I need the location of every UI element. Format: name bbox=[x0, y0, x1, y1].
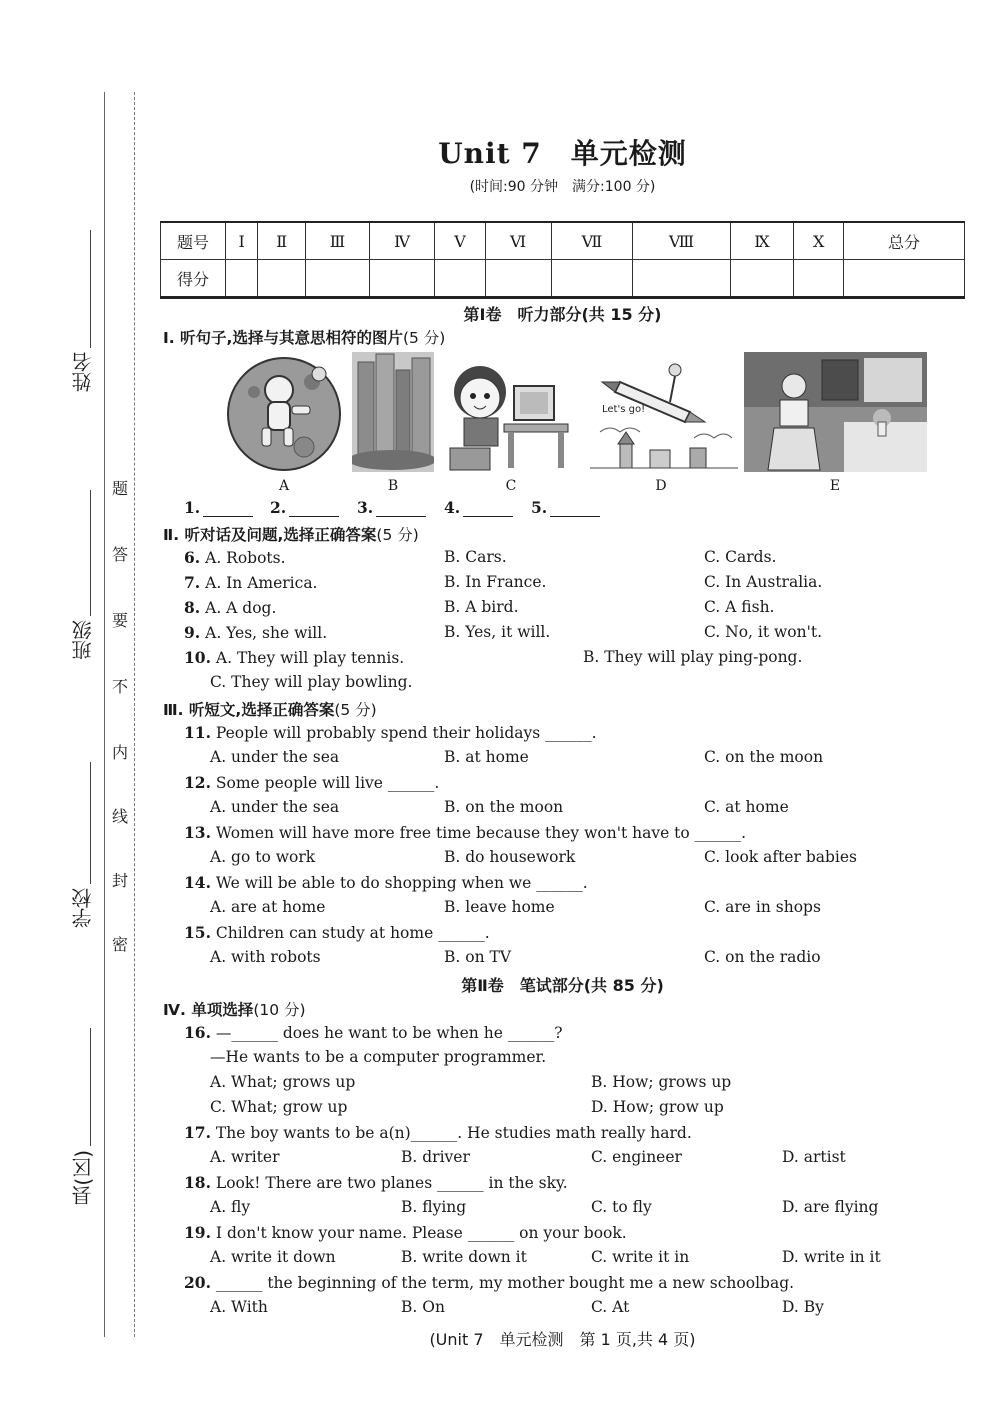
score-cell[interactable] bbox=[369, 260, 435, 298]
option-b[interactable]: B. On bbox=[401, 1298, 445, 1316]
answer-blank[interactable] bbox=[550, 516, 600, 517]
option-c[interactable]: C. engineer bbox=[591, 1148, 682, 1166]
score-cell[interactable] bbox=[844, 260, 965, 298]
score-cell[interactable] bbox=[435, 260, 485, 298]
county-field[interactable] bbox=[90, 1028, 91, 1146]
table-cell: 总分 bbox=[844, 222, 965, 260]
score-cell[interactable] bbox=[226, 260, 258, 298]
option-b[interactable]: B. at home bbox=[444, 748, 529, 766]
question-15: 15. Children can study at home ______. bbox=[184, 923, 490, 942]
option-d[interactable]: D. write in it bbox=[782, 1248, 881, 1266]
score-cell[interactable] bbox=[794, 260, 844, 298]
question-20: 20. ______ the beginning of the term, my mother bought me a new schoolbag. bbox=[184, 1273, 795, 1292]
question-16-reply: —He wants to be a computer programmer. bbox=[210, 1048, 547, 1066]
option-a[interactable]: A. under the sea bbox=[210, 748, 340, 766]
picture-c-girl-computer bbox=[442, 352, 577, 472]
option-b[interactable]: B. How; grows up bbox=[591, 1073, 732, 1091]
option-d[interactable]: D. How; grow up bbox=[591, 1098, 724, 1116]
seal-char: 密 bbox=[111, 935, 128, 954]
picture-b-buildings bbox=[352, 352, 434, 472]
answer-number: 2. bbox=[270, 498, 287, 517]
option-c[interactable]: C. In Australia. bbox=[704, 573, 823, 591]
volume2-title: 第Ⅱ卷 笔试部分(共 85 分) bbox=[461, 976, 664, 995]
question-18: 18. Look! There are two planes ______ in the sky. bbox=[184, 1173, 568, 1192]
score-cell[interactable] bbox=[551, 260, 633, 298]
county-label: 县(区) bbox=[71, 1150, 95, 1206]
table-cell: Ⅸ bbox=[730, 222, 794, 260]
score-cell[interactable] bbox=[258, 260, 306, 298]
seal-char: 线 bbox=[111, 807, 128, 826]
option-b[interactable]: B. Yes, it will. bbox=[444, 623, 551, 641]
part4-heading: Ⅳ. 单项选择(10 分) bbox=[163, 1001, 306, 1019]
picture-label: B bbox=[387, 478, 399, 494]
binding-line bbox=[104, 92, 105, 1337]
option-a[interactable]: A. What; grows up bbox=[210, 1073, 356, 1091]
option-a[interactable]: A. with robots bbox=[210, 948, 321, 966]
option-a[interactable]: A. With bbox=[210, 1298, 268, 1316]
table-cell: Ⅴ bbox=[435, 222, 485, 260]
picture-d-rocket bbox=[590, 352, 738, 472]
question-10: 10. A. They will play tennis. bbox=[184, 648, 405, 667]
seal-char: 题 bbox=[111, 479, 128, 498]
volume1-title: 第Ⅰ卷 听力部分(共 15 分) bbox=[463, 305, 662, 324]
table-cell: Ⅲ bbox=[306, 222, 370, 260]
question-12: 12. Some people will live ______. bbox=[184, 773, 440, 792]
class-label: 班级 bbox=[71, 620, 95, 660]
option-b[interactable]: B. driver bbox=[401, 1148, 470, 1166]
table-cell: Ⅷ bbox=[633, 222, 730, 260]
option-a[interactable]: A. go to work bbox=[210, 848, 316, 866]
option-c[interactable]: C. look after babies bbox=[704, 848, 857, 866]
page-footer: (Unit 7 单元检测 第 1 页,共 4 页) bbox=[429, 1330, 696, 1349]
answer-blank[interactable] bbox=[463, 516, 513, 517]
option-b[interactable]: B. Cars. bbox=[444, 548, 507, 566]
option-c[interactable]: C. Cards. bbox=[704, 548, 777, 566]
option-b[interactable]: B. on the moon bbox=[444, 798, 564, 816]
class-field[interactable] bbox=[90, 490, 91, 616]
option-a[interactable]: A. fly bbox=[210, 1198, 251, 1216]
table-cell: Ⅵ bbox=[485, 222, 551, 260]
picture-label: E bbox=[829, 478, 841, 494]
option-b[interactable]: B. In France. bbox=[444, 573, 547, 591]
option-c[interactable]: C. at home bbox=[704, 798, 789, 816]
option-c[interactable]: C. write it in bbox=[591, 1248, 690, 1266]
table-cell: Ⅱ bbox=[258, 222, 306, 260]
answer-number: 3. bbox=[357, 498, 374, 517]
option-c[interactable]: C. on the radio bbox=[704, 948, 821, 966]
answer-blank[interactable] bbox=[289, 516, 339, 517]
option-c[interactable]: C. A fish. bbox=[704, 598, 775, 616]
part3-heading: Ⅲ. 听短文,选择正确答案(5 分) bbox=[163, 701, 377, 719]
option-c[interactable]: C. At bbox=[591, 1298, 630, 1316]
option-c[interactable]: C. They will play bowling. bbox=[210, 673, 413, 691]
page-title: Unit 7 单元检测 bbox=[438, 137, 687, 170]
option-b[interactable]: B. flying bbox=[401, 1198, 467, 1216]
table-cell: 得分 bbox=[161, 260, 226, 298]
option-b[interactable]: B. They will play ping-pong. bbox=[583, 648, 803, 666]
option-d[interactable]: D. are flying bbox=[782, 1198, 879, 1216]
option-d[interactable]: D. By bbox=[782, 1298, 824, 1316]
table-cell: Ⅳ bbox=[369, 222, 435, 260]
answer-number: 1. bbox=[184, 498, 201, 517]
score-table-header-row bbox=[161, 222, 965, 260]
seal-char: 不 bbox=[111, 677, 128, 696]
option-a[interactable]: A. writer bbox=[210, 1148, 280, 1166]
option-c[interactable]: C. to fly bbox=[591, 1198, 652, 1216]
part1-heading: Ⅰ. 听句子,选择与其意思相符的图片(5 分) bbox=[163, 329, 446, 347]
school-label: 学校 bbox=[71, 888, 95, 928]
table-cell: Ⅰ bbox=[226, 222, 258, 260]
seal-char: 答 bbox=[111, 545, 128, 564]
picture-e-robot-kitchen bbox=[744, 352, 927, 472]
picture-label: C bbox=[505, 478, 517, 494]
question-7: 7. A. In America. bbox=[184, 573, 318, 592]
picture-label: A bbox=[278, 478, 290, 494]
score-cell[interactable] bbox=[730, 260, 794, 298]
question-11: 11. People will probably spend their holidays ______. bbox=[184, 723, 597, 742]
option-b[interactable]: B. write down it bbox=[401, 1248, 527, 1266]
option-b[interactable]: B. do housework bbox=[444, 848, 576, 866]
answer-blank[interactable] bbox=[376, 516, 426, 517]
question-13: 13. Women will have more free time because they won't have to ______. bbox=[184, 823, 747, 842]
question-19: 19. I don't know your name. Please ______ on your book. bbox=[184, 1223, 627, 1242]
option-b[interactable]: B. leave home bbox=[444, 898, 555, 916]
option-c[interactable]: C. are in shops bbox=[704, 898, 821, 916]
score-table bbox=[160, 221, 965, 299]
question-8: 8. A. A dog. bbox=[184, 598, 277, 617]
option-a[interactable]: A. under the sea bbox=[210, 798, 340, 816]
picture-a-astronaut bbox=[224, 352, 344, 472]
answer-number: 5. bbox=[531, 498, 548, 517]
option-c[interactable]: C. on the moon bbox=[704, 748, 824, 766]
page-subtitle: (时间:90 分钟 满分:100 分) bbox=[469, 179, 656, 195]
score-cell[interactable] bbox=[485, 260, 551, 298]
part2-heading: Ⅱ. 听对话及问题,选择正确答案(5 分) bbox=[163, 526, 419, 544]
option-a[interactable]: A. write it down bbox=[210, 1248, 336, 1266]
name-field[interactable] bbox=[90, 230, 91, 348]
question-9: 9. A. Yes, she will. bbox=[184, 623, 328, 642]
question-14: 14. We will be able to do shopping when we ______. bbox=[184, 873, 588, 892]
seal-char: 要 bbox=[111, 611, 128, 630]
option-c[interactable]: C. What; grow up bbox=[210, 1098, 348, 1116]
binding-dashed-line bbox=[134, 92, 135, 1337]
option-d[interactable]: D. artist bbox=[782, 1148, 846, 1166]
table-cell: Ⅹ bbox=[794, 222, 844, 260]
option-b[interactable]: B. A bird. bbox=[444, 598, 519, 616]
score-cell[interactable] bbox=[633, 260, 730, 298]
option-a[interactable]: A. are at home bbox=[210, 898, 326, 916]
option-c[interactable]: C. No, it won't. bbox=[704, 623, 823, 641]
answer-number: 4. bbox=[444, 498, 461, 517]
school-field[interactable] bbox=[90, 762, 91, 884]
seal-char: 封 bbox=[111, 871, 128, 890]
option-b[interactable]: B. on TV bbox=[444, 948, 512, 966]
score-cell[interactable] bbox=[306, 260, 370, 298]
picture-label: D bbox=[655, 478, 667, 494]
table-cell: 题号 bbox=[161, 222, 226, 260]
score-table-score-row bbox=[161, 260, 965, 298]
name-label: 姓名 bbox=[71, 352, 95, 392]
question-17: 17. The boy wants to be a(n)______. He studies math really hard. bbox=[184, 1123, 692, 1142]
answer-blank[interactable] bbox=[203, 516, 253, 517]
seal-char: 内 bbox=[111, 743, 128, 762]
rocket-speech-text: Let's go! bbox=[602, 404, 646, 415]
table-cell: Ⅶ bbox=[551, 222, 633, 260]
question-6: 6. A. Robots. bbox=[184, 548, 286, 567]
question-16: 16. —______ does he want to be when he ______? bbox=[184, 1023, 563, 1042]
